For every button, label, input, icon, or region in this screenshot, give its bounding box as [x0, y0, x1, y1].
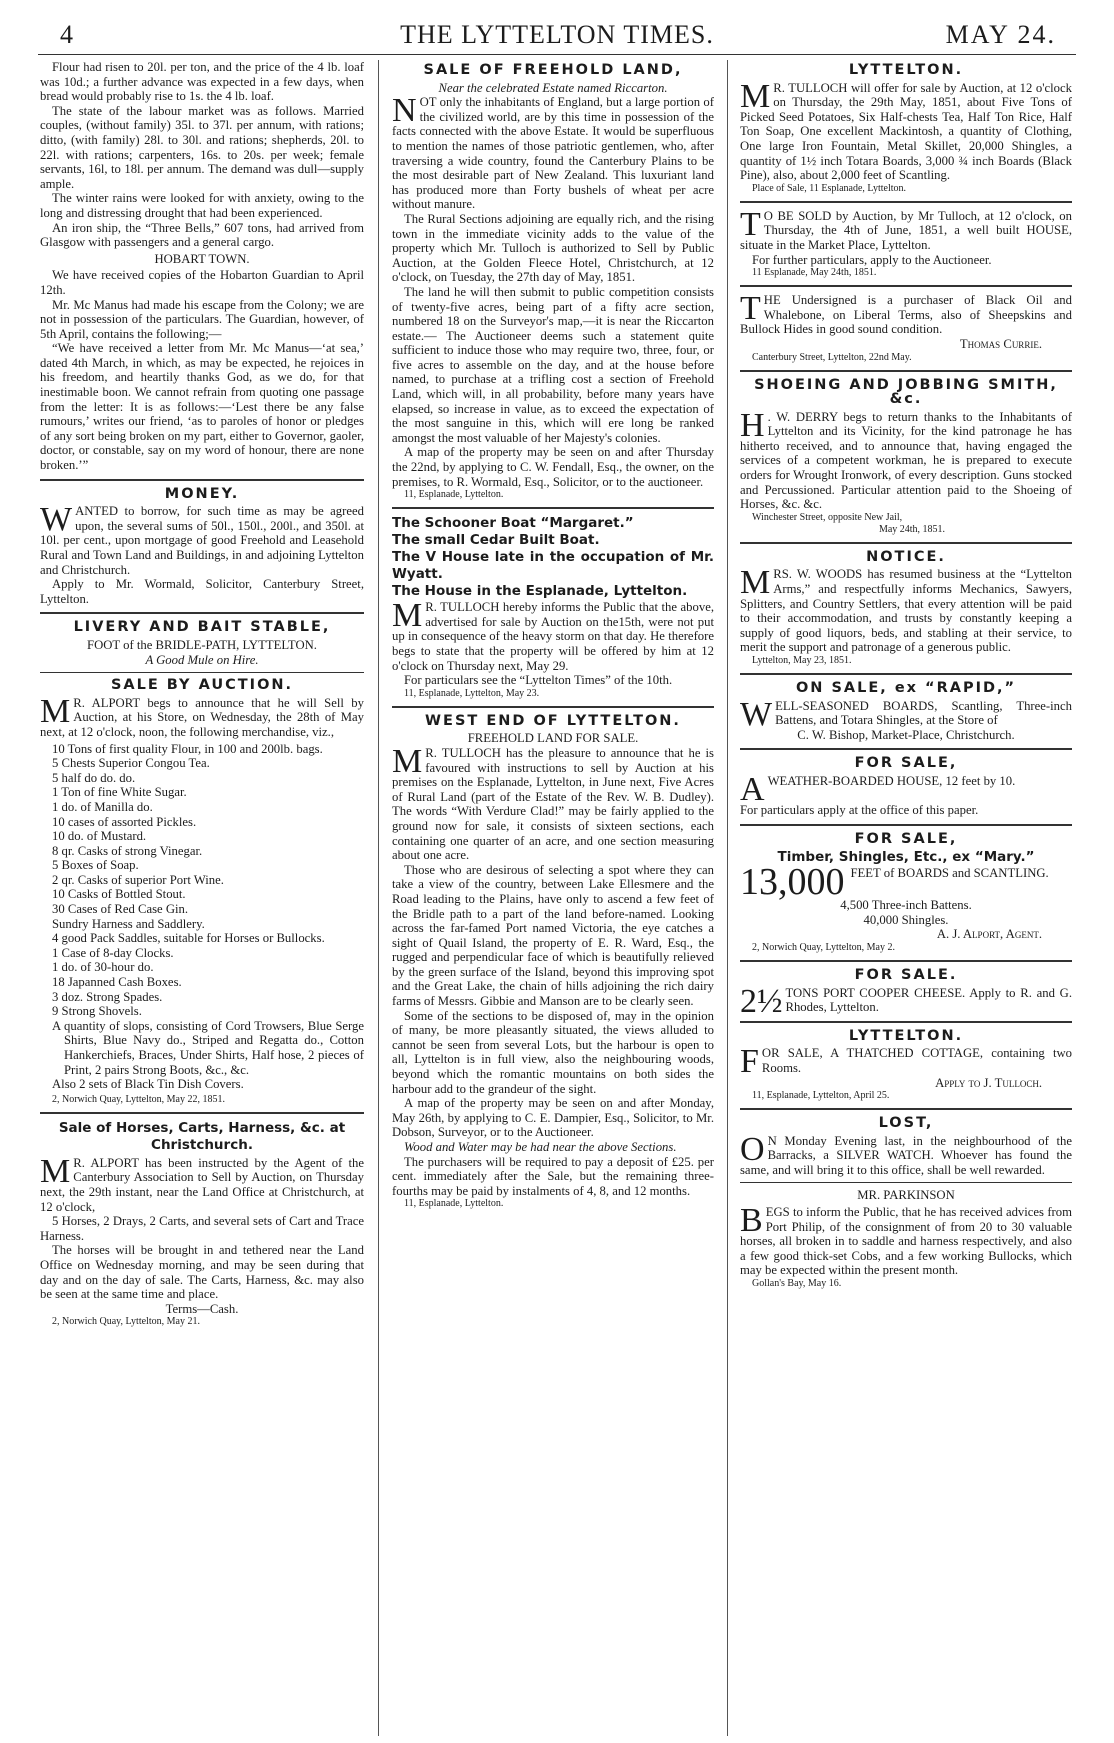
auction-footer: 2, Norwich Quay, Lyttelton, May 22, 1851.	[52, 1093, 225, 1105]
money-heading: MONEY.	[164, 485, 240, 502]
auction-item: 10 Casks of Bottled Stout.	[52, 887, 186, 902]
westend-paragraph: Some of the sections to be disposed of, may in the opinion of many, be more pleasantly situated, the views alluded to cannot be seen from several Lots, but the harbour is open to all, Lyttelton is in full view, also the neighbouring woods, beyond which the romantic mountains on both sides the harbour add to the grandeur of the sight.	[392, 1008, 714, 1096]
timber-footer: 2, Norwich Quay, Lyttelton, May 2.	[752, 941, 895, 953]
auction-item: 4 good Pack Saddles, suitable for Horses or Bullocks.	[52, 931, 325, 946]
divider	[740, 542, 1072, 544]
auction-heading: SALE BY AUCTION.	[110, 677, 294, 694]
notice-heading: NOTICE.	[866, 548, 946, 565]
parkinson-heading: MR. PARKINSON	[857, 1188, 955, 1203]
schooner-line: The small Cedar Built Boat.	[392, 532, 600, 549]
rapid-heading: ON SALE, ex “RAPID,”	[795, 680, 1017, 696]
divider	[40, 612, 364, 614]
schooner-line: The House in the Esplanade, Lyttelton.	[392, 583, 688, 600]
freehold-footer: 11, Esplanade, Lyttelton.	[404, 489, 504, 501]
cottage-ad: FOR SALE, A THATCHED COTTAGE, containing two Rooms.	[740, 1043, 1072, 1081]
timber-ad: 13,000 FEET of BOARDS and SCANTLING.	[740, 861, 1049, 904]
auction-item: 3 doz. Strong Spades.	[52, 989, 163, 1004]
horses-footer: 2, Norwich Quay, Lyttelton, May 21.	[52, 1316, 200, 1328]
oil-signature: Thomas Currie.	[959, 336, 1042, 351]
livery-heading: LIVERY AND BAIT STABLE,	[73, 619, 331, 636]
news-paragraph: Flour had risen to 20l. per ton, and the price of the 4 lb. loaf was 10d.; a further advance was expected in a few days, when bread would probably rise to 1s. the 4 lb. loaf.	[40, 60, 364, 104]
money-apply: Apply to Mr. Wormald, Solicitor, Canterbury Street, Lyttelton.	[40, 577, 364, 606]
horses-paragraph: 5 Horses, 2 Drays, 2 Carts, and several sets of Cart and Trace Harness.	[40, 1214, 364, 1243]
freehold-heading: SALE OF FREEHOLD LAND,	[423, 62, 683, 78]
column-left	[40, 60, 364, 1736]
auction-item: Also 2 sets of Black Tin Dish Covers.	[52, 1077, 244, 1092]
auction-item: 1 do. of 30-hour do.	[52, 960, 154, 975]
column-divider	[727, 60, 728, 1736]
notice-ad: MRS. W. WOODS has resumed business at the “Lyttelton Arms,” and respectfully informs Mechanics, Sawyers, Splitters, and Country Settlers, that every attention will be paid to their accommodation, and trusts by constantly keeping a supply of good liquors, beds, and stabling at their service, to merit the support and patronage of a generous public.	[740, 564, 1072, 655]
lost-heading: LOST,	[878, 1115, 934, 1132]
smith-footer-date: May 24th, 1851.	[878, 523, 946, 535]
news-paragraph: The winter rains were looked for with anxiety, owing to the long and distressing drought that had been experienced.	[40, 191, 364, 220]
horses-paragraph: The horses will be brought in and tethered near the Land Office on Wednesday morning, and may be seen during that day and on the day of sale. The Carts, Harness, &c. may also be seen at the same time and place.	[40, 1243, 364, 1302]
cottage-footer: 11, Esplanade, Lyttelton, April 25.	[752, 1090, 890, 1102]
auction-item: 1 Case of 8-day Clocks.	[52, 945, 174, 960]
auction-item: 18 Japanned Cash Boxes.	[52, 975, 182, 990]
divider	[392, 507, 714, 509]
schooner-line: The Schooner Boat “Margaret.”	[392, 515, 634, 532]
divider	[740, 1108, 1072, 1110]
divider	[40, 1112, 364, 1114]
smith-footer: Winchester Street, opposite New Jail,	[752, 511, 903, 523]
schooner-paragraph: For particulars see the “Lyttelton Times” of the 10th.	[404, 673, 673, 688]
for-sale-heading: FOR SALE.	[854, 966, 958, 983]
news-paragraph: We have received copies of the Hobarton Guardian to April 12th.	[40, 268, 364, 297]
auction-item: 2 qr. Casks of superior Port Wine.	[52, 872, 224, 887]
auction-item: 1 do. of Manilla do.	[52, 799, 153, 814]
divider	[740, 673, 1072, 675]
auction-ad: M R. ALPORT begs to announce that he will Sell by Auction, at his Store, on Wednesday, the 28th of May next, at 12 o'clock, noon, the following merchandise, viz.,	[40, 692, 364, 739]
for-sale-paragraph: For particulars apply at the office of this paper.	[740, 802, 979, 817]
horses-terms: Terms—Cash.	[165, 1301, 239, 1316]
schooner-line: The V House late in the occupation of Mr. Wyatt.	[392, 549, 714, 583]
westend-paragraph: Wood and Water may be had near the above Sections.	[404, 1140, 677, 1154]
westend-paragraph: The purchasers will be required to pay a deposit of £25. per cent. immediately after the Sale, but the remaining three-fourths may be paid by instalments of 4, 8, and 12 months.	[392, 1154, 714, 1198]
for-sale-subheading: Timber, Shingles, Etc., ex “Mary.”	[777, 849, 1035, 866]
notice-footer: Lyttelton, May 23, 1851.	[752, 655, 852, 666]
column-right	[740, 60, 1072, 1736]
auction-item: Sundry Harness and Saddlery.	[52, 916, 205, 931]
auction-item: 9 Strong Shovels.	[52, 1004, 142, 1019]
hobart-heading: HOBART TOWN.	[154, 251, 250, 266]
timber-line: 4,500 Three-inch Battens.	[840, 898, 972, 913]
westend-paragraph: Those who are desirous of selecting a spot where they can take a view of the country, between Lake Ellesmere and the Road leading to the Plains, have only to ascend a few feet of the Bridle path to a part of the land before-named. Looking across the far-famed Port named Victoria, the eye catches a sight of Quail Island, the property of E. R. Ward, Esq., the rugged and perpendicular face of which is beautifully relieved by the green surface of the Island, beyond this improving spot and the Great Lake, the chain of hills adjoining the rich dairy farms of Messrs. Gibbie and Manson are to be clearly seen.	[392, 862, 714, 1009]
lyttelton-heading: LYTTELTON.	[848, 1027, 964, 1044]
news-paragraph: An iron ship, the “Three Bells,” 607 tons, had arrived from Glasgow with passengers and a general cargo.	[40, 220, 364, 250]
westend-ad: M R. TULLOCH has the pleasure to announce that he is favoured with instructions to sell by Auction at his premises on the Esplanade, Lyttelton, in June next, Five Acres of Rural Land (part of the Estate of the Rev. W. B. Dudley). The words “With Verdure Clad!” may be fairly applied to the ground now for sale, it consists of sixteen sections, each containing one quarter of an acre, and one section measuring about one acre.	[392, 742, 714, 863]
page-number: 4	[60, 20, 73, 49]
news-paragraph: Mr. Mc Manus had made his escape from the Colony; we are not in possession of the particulars. The Guardian, however, of 5th April, contains the following;—	[40, 297, 364, 341]
divider	[740, 201, 1072, 203]
oil-ad: THE Undersigned is a purchaser of Black Oil and Whalebone, on Liberal Terms, also of Sheepskins and Bullock Hides in good sound condition.	[740, 290, 1072, 337]
divider	[740, 748, 1072, 750]
auction-item: 10 Tons of first quality Flour, in 100 and 200lb. bags.	[52, 741, 323, 756]
divider	[740, 824, 1072, 826]
divider	[40, 672, 364, 673]
column-middle	[392, 60, 714, 1736]
westend-footer: 11, Esplanade, Lyttelton.	[404, 1198, 504, 1210]
auction-item: 1 Ton of fine White Sugar.	[52, 785, 187, 800]
westend-heading: WEST END OF LYTTELTON.	[425, 712, 681, 729]
timber-signature: A. J. Alport, Agent.	[936, 927, 1042, 942]
cottage-apply: Apply to J. Tulloch.	[935, 1075, 1042, 1090]
divider	[740, 960, 1072, 962]
masthead	[38, 14, 1076, 55]
westend-subheading: FREEHOLD LAND FOR SALE.	[467, 731, 639, 746]
auction-item: 8 qr. Casks of strong Vinegar.	[52, 843, 203, 858]
auction-item: 5 Chests Superior Congou Tea.	[52, 756, 210, 771]
freehold-ad: NOT only the inhabitants of England, but a large portion of the civilized world, are by this time in possession of the facts connected with the above Estate. It would be superfluous to mention the names of those patriotic gentlemen, who, after traversing a wide country, found the Canterbury Plains to be the most desirable part of New Zealand. This luxuriant land has produced more than Forty bushels of wheat per acre without manure.	[392, 92, 714, 212]
for-sale-ad: AWEATHER-BOARDED HOUSE, 12 feet by 10.	[740, 770, 1016, 808]
cheese-ad: 2½ TONS PORT COOPER CHEESE. Apply to R. and G. Rhodes, Lyttelton.	[740, 982, 1072, 1020]
house-paragraph: For further particulars, apply to the Auctioneer.	[752, 252, 992, 267]
divider	[392, 706, 714, 708]
news-paragraph: The state of the labour market was as follows. Married couples, (without family) 35l. to 37l. per annum, with rations; ditto, (with family) 28l. to 30l. and rations; shepherds, 20l. to 22l. with rations; carpenters, 16s. to 20s. per week; female servants, 16l, to 18l. per annum. The demand was dull—supply ample.	[40, 103, 364, 191]
schooner-ad: M R. TULLOCH hereby informs the Public that the above, advertised for sale by Auction on the15th, were not put up in consequence of the heavy storm on that day. He therefore begs to state that the property will be offered by him at 12 o'clock on Thursday next, May 29.	[392, 597, 714, 673]
divider	[740, 285, 1072, 287]
news-paragraph: “We have received a letter from Mr. Mc Manus—‘at sea,’ dated 4th March, in which, as may be expected, he rejoices in his freedom, and heartily thanks God, as we do, for that inestimable boon. We cannot refrain from quoting one passage from the letter: It is as follows:—‘Lest there be any false rumours,’ writes our friend, ‘as to paroles of honor or pledges of any sort being broken on my part, either to Governor, gaoler, doctor, or constable, say on my word of honour, there are none broken.’”	[40, 341, 364, 473]
rapid-ad: WELL-SEASONED BOARDS, Scantling, Three-inch Battens, and Totara Shingles, at the Store of	[740, 695, 1072, 733]
horses-heading: Sale of Horses, Carts, Harness, &c. at Christchurch.	[58, 1119, 346, 1153]
westend-paragraph: A map of the property may be seen on and after Monday, May 26th, by applying to C. E. Dampier, Esq., Solicitor, to Mr. Dobson, Surveyor, or to the Auctioneer.	[392, 1096, 714, 1140]
money-ad: WANTED to borrow, for such time as may be agreed upon, the several sums of 50l., 150l., 200l., and 350l. at 10l. per cent., upon mortgage of good Freehold and Leasehold Rural and Town Land and Buildings, in and adjoining Lyttelton and Christchurch.	[40, 501, 364, 577]
divider	[40, 479, 364, 481]
house-ad: T O BE SOLD by Auction, by Mr Tulloch, at 12 o'clock, on Thursday, the 4th of June, 1851, a well built HOUSE, situate in the Market Place, Lyttelton.	[740, 205, 1072, 252]
freehold-paragraph: A map of the property may be seen on and after Thursday the 22nd, by applying to C. W. Fendall, Esq., the owner, on the premises, to R. Wormald, Esq., Solicitor, or to the auctioneer.	[392, 445, 714, 489]
divider	[740, 370, 1072, 372]
smith-heading: SHOEING AND JOBBING SMITH, &c.	[754, 376, 1058, 408]
for-sale-heading: FOR SALE,	[854, 830, 958, 847]
oil-footer: Canterbury Street, Lyttelton, 22nd May.	[752, 351, 912, 363]
parkinson-ad: BEGS to inform the Public, that he has received advices from Port Philip, of the consignment of from 20 to 30 valuable horses, all broken in to saddle and harness respectively, and also a few good thick-set Cobs, and a few working Bullocks, which may be expected within the present month.	[740, 1202, 1072, 1278]
timber-line: 40,000 Shingles.	[863, 912, 949, 927]
auction-item: 10 cases of assorted Pickles.	[52, 814, 197, 829]
freehold-paragraph: The Rural Sections adjoining are equally rich, and the rising town in the immediate vicinity adds to the value of the property which Mr. Tulloch is authorized to Sell by Public Auction, at the Golden Fleece Hotel, Christchurch, at 12 o'clock, on Tuesday, the 27th day of May, 1851.	[392, 211, 714, 285]
issue-date: MAY 24.	[945, 20, 1056, 49]
auction-item: 5 Boxes of Soap.	[52, 858, 139, 873]
auction-item: A quantity of slops, consisting of Cord Trowsers, Blue Serge Shirts, Blue Navy do., Striped and Regatta do., Cotton Hankerchiefs, Braces, Under Shirts, Half hose, 2 pieces of Print, 2 pairs Strong Boots, &c., &c.	[52, 1018, 364, 1077]
column-divider	[378, 60, 379, 1736]
freehold-subheading: Near the celebrated Estate named Riccarton.	[438, 80, 668, 95]
horses-ad: M R. ALPORT has been instructed by the Agent of the Canterbury Association to Sell by Auction, on Thursday next, the 29th instant, near the Land Office at Christchurch, at 12 o'clock,	[40, 1152, 364, 1214]
lyttelton-ad: M R. TULLOCH will offer for sale by Auction, at 12 o'clock on Thursday, the 29th May, 1851, about Five Tons of Picked Seed Potatoes, Six Half-chests Tea, Half Ton Rice, Half Ton Soap, One excellent Mackintosh, a quantity of Clothing, One large Iron Fountain, Metal Skillet, 20,000 Shingles, a quantity of 1½ inch Totara Boards, 3,000 ¾ inch Boards (Black Pine), also, about 2,000 feet of Scantling.	[740, 77, 1072, 183]
smith-ad: H . W. DERRY begs to return thanks to the Inhabitants of Lyttelton and its Vicinity, for the kind patronage he has hitherto received, and to announce that, having engaged the services of a competent workman, he is prepared to execute orders for Wrought Ironwork, of every description. Guns stocked and Percussioned. Particular attention paid to the Shoeing of Horses, &c. &c.	[740, 406, 1072, 512]
lost-ad: O N Monday Evening last, in the neighbourhood of the Barracks, a SILVER WATCH. Whoever has found the same, and will bring it to this office, shall be well rewarded.	[740, 1130, 1072, 1177]
auction-item: 10 do. of Mustard.	[52, 829, 147, 844]
divider	[740, 1021, 1072, 1023]
newspaper-title: THE LYTTELTON TIMES.	[400, 20, 714, 49]
auction-item-list	[40, 742, 364, 1092]
house-footer: 11 Esplanade, May 24th, 1851.	[752, 267, 877, 279]
lyttelton-footer: Place of Sale, 11 Esplanade, Lyttelton.	[752, 182, 907, 194]
lyttelton-heading: LYTTELTON.	[848, 62, 964, 78]
for-sale-heading: FOR SALE,	[854, 755, 958, 772]
divider	[740, 1182, 1072, 1183]
livery-subheading: FOOT of the BRIDLE-PATH, LYTTELTON.	[87, 637, 317, 652]
parkinson-footer: Gollan's Bay, May 16.	[752, 1278, 842, 1290]
freehold-paragraph: The land he will then submit to public competition consists of twenty-five acres, being part of a fifty acre section, numbered 18 on the Surveyor's map,—it is near the Riccarton estate.— The Auctioneer deems such a statement quite sufficient to induce those who may require two, three, four, or five acres to assemble on the day, and at the house before named, to purchase at a trifling cost a section of Freehold Land, which will, in all probability, before many years have elapsed, so increase in value, as to exceed the expectation of the most sanguine in this, which will ere long be ranked amongst the most valuable of her Majesty's colonies.	[392, 284, 714, 445]
auction-item: 30 Cases of Red Case Gin.	[52, 902, 189, 917]
livery-note: A Good Mule on Hire.	[145, 652, 259, 667]
rapid-signature: C. W. Bishop, Market-Place, Christchurch.	[797, 727, 1015, 742]
schooner-footer: 11, Esplanade, Lyttelton, May 23.	[404, 687, 540, 699]
auction-item: 5 half do do. do.	[52, 770, 136, 785]
